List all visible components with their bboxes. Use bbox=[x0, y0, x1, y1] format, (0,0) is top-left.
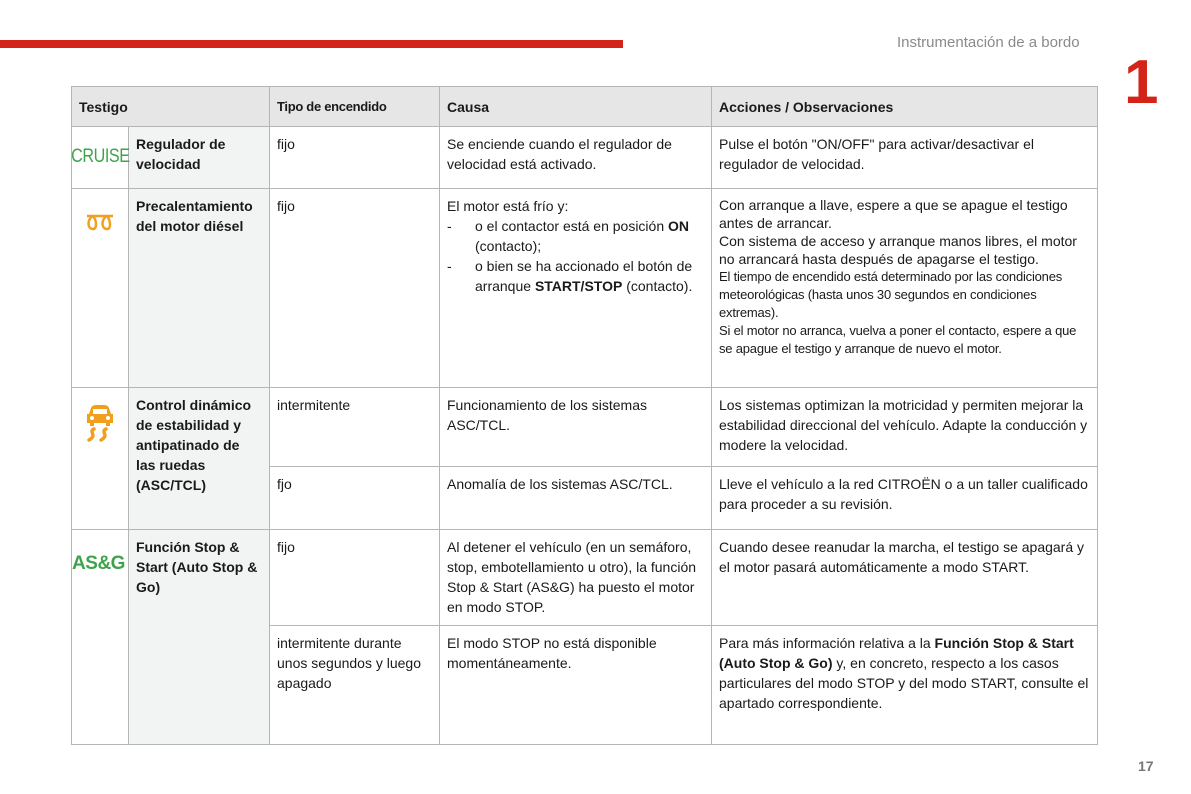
causa-cell: Al detener el vehículo (en un semáforo, stop, embotellamiento u otro), la función Stop & Start (AS&G) ha puesto el motor en modo STOP. bbox=[440, 530, 712, 626]
acciones-cell: Los sistemas optimizan la motricidad y permiten mejorar la estabilidad direccional del vehículo. Adapte la conducción y modere la velocidad. bbox=[712, 388, 1098, 467]
tipo-cell: intermitente durante unos segundos y luego apagado bbox=[270, 626, 440, 745]
table-row bbox=[72, 530, 1098, 626]
light-name: Control dinámico de estabilidad y antipatinado de las ruedas (ASC/TCL) bbox=[129, 388, 270, 530]
light-name: Regulador de velocidad bbox=[129, 127, 270, 189]
icon-cell bbox=[72, 530, 129, 745]
tipo-cell: intermitente bbox=[270, 388, 440, 467]
acciones-cell: Pulse el botón "ON/OFF" para activar/desactivar el regulador de velocidad. bbox=[712, 127, 1098, 189]
stability-control-icon bbox=[84, 404, 116, 444]
causa-cell: Funcionamiento de los sistemas ASC/TCL. bbox=[440, 388, 712, 467]
light-name: Función Stop & Start (Auto Stop & Go) bbox=[129, 530, 270, 745]
causa-bullet: - o bien se ha accionado el botón de arranque START/STOP (contacto). bbox=[447, 258, 693, 294]
header-tipo: Tipo de encendido bbox=[270, 87, 440, 127]
header-causa: Causa bbox=[440, 87, 712, 127]
tipo-cell: fijo bbox=[270, 189, 440, 388]
page-number: 17 bbox=[1138, 758, 1154, 774]
table-row bbox=[72, 127, 1098, 189]
causa-cell bbox=[440, 189, 712, 388]
acciones-cell: Para más información relativa a la Función Stop & Start (Auto Stop & Go) y, en concreto, respecto a los casos particulares del modo STOP y del modo START, consulte el apartado correspondiente. bbox=[712, 626, 1098, 745]
acciones-cell: Lleve el vehículo a la red CITROËN o a un taller cualificado para proceder a su revisión. bbox=[712, 467, 1098, 530]
table-row bbox=[72, 189, 1098, 388]
icon-cell bbox=[72, 388, 129, 530]
acciones-p1: Con arranque a llave, espere a que se apague el testigo antes de arrancar. bbox=[719, 197, 1068, 231]
chapter-number: 1 bbox=[1124, 48, 1159, 117]
cruise-icon: CRUISE bbox=[71, 146, 130, 167]
light-name: Precalentamiento del motor diésel bbox=[129, 189, 270, 388]
causa-cell: El modo STOP no está disponible momentáneamente. bbox=[440, 626, 712, 745]
table-row bbox=[72, 388, 1098, 467]
warning-lights-table bbox=[71, 86, 1098, 745]
icon-cell bbox=[72, 127, 129, 189]
glow-plug-icon bbox=[85, 213, 115, 231]
red-header-bar bbox=[0, 40, 623, 48]
icon-cell bbox=[72, 189, 129, 388]
acciones-p4: Si el motor no arranca, vuelva a poner el contacto, espere a que se apague el testigo y arranque de nuevo el motor. bbox=[719, 323, 1077, 356]
section-title: Instrumentación de a bordo bbox=[897, 34, 1080, 51]
table-header-row bbox=[72, 87, 1098, 127]
causa-cell: Se enciende cuando el regulador de velocidad está activado. bbox=[440, 127, 712, 189]
tipo-cell: fijo bbox=[270, 127, 440, 189]
causa-intro: El motor está frío y: bbox=[447, 198, 569, 214]
tipo-cell: fijo bbox=[270, 530, 440, 626]
stop-start-icon: AS&G bbox=[72, 553, 125, 574]
tipo-cell: fjo bbox=[270, 467, 440, 530]
causa-bullet: - o el contactor está en posición ON (contacto); bbox=[447, 218, 690, 254]
header-acciones: Acciones / Observaciones bbox=[712, 87, 1098, 127]
acciones-cell bbox=[712, 189, 1098, 388]
causa-cell: Anomalía de los sistemas ASC/TCL. bbox=[440, 467, 712, 530]
acciones-p3: El tiempo de encendido está determinado por las condiciones meteorológicas (hasta unos 30 segundos en condiciones extremas). bbox=[719, 269, 1063, 320]
header-testigo: Testigo bbox=[72, 87, 270, 127]
acciones-p2: Con sistema de acceso y arranque manos libres, el motor no arrancará hasta después de apagarse el testigo. bbox=[719, 233, 1077, 267]
acciones-cell: Cuando desee reanudar la marcha, el testigo se apagará y el motor pasará automáticamente a modo START. bbox=[712, 530, 1098, 626]
